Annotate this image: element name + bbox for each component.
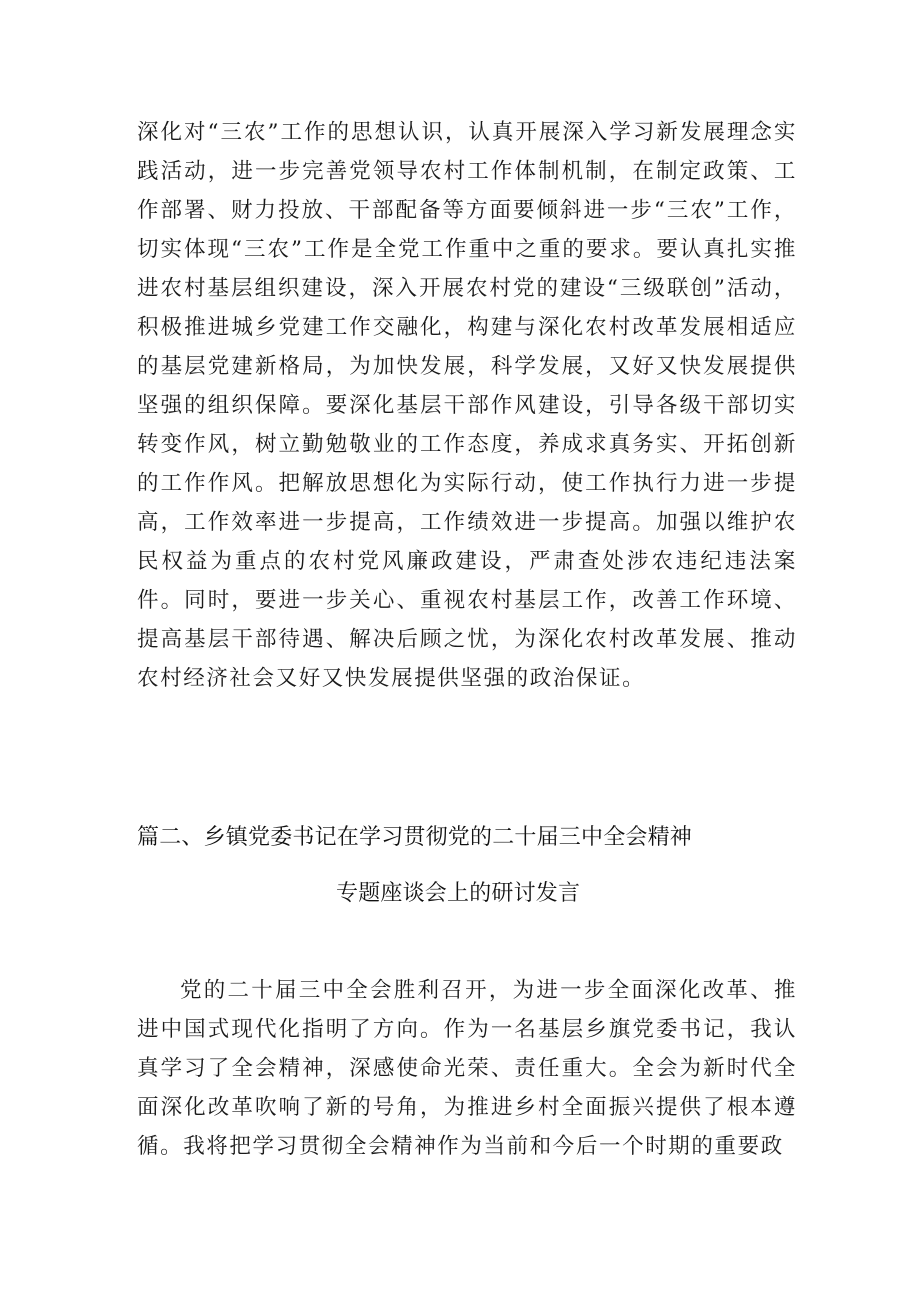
body-paragraph-1: 深化对“三农”工作的思想认识，认真开展深入学习新发展理念实践活动，进一步完善党领导农村工作体制机制，在制定政策、工作部署、财力投放、干部配备等方面要倾斜进一步“三农”工作，切实体现“三农”工作是全党工作重中之重的要求。要认真扎实推进农村基层组织建设，深入开展农村党的建设“三级联创”活动，积极推进城乡党建工作交融化，构建与深化农村改革发展相适应的基层党建新格局，为加快发展，科学发展，又好又快发展提供坚强的组织保障。要深化基层干部作风建设，引导各级干部切实转变作风，树立勤勉敬业的工作态度，养成求真务实、开拓创新的工作作风。把解放思想化为实际行动，使工作执行力进一步提高，工作效率进一步提高，工作绩效进一步提高。加强以维护农民权益为重点的农村党风廉政建设，严肃查处涉农违纪违法案件。同时，要进一步关心、重视农村基层工作，改善工作环境、提高基层干部待遇、解决后顾之忧，为深化农村改革发展、推动农村经济社会又好又快发展提供坚强的政治保证。	[137, 120, 797, 691]
section-heading-line-1: 篇二、乡镇党委书记在学习贯彻党的二十届三中全会精神	[137, 825, 693, 850]
body-paragraph-2: 党的二十届三中全会胜利召开，为进一步全面深化改革、推进中国式现代化指明了方向。作为一名基层乡旗党委书记，我认真学习了全会精神，深感使命光荣、责任重大。全会为新时代全面深化改革吹响了新的号角，为推进乡村全面振兴提供了根本遵循。我将把学习贯彻全会精神作为当前和今后一个时期的重要政	[137, 978, 797, 1159]
section-heading-line-2: 专题座谈会上的研讨发言	[336, 881, 581, 906]
